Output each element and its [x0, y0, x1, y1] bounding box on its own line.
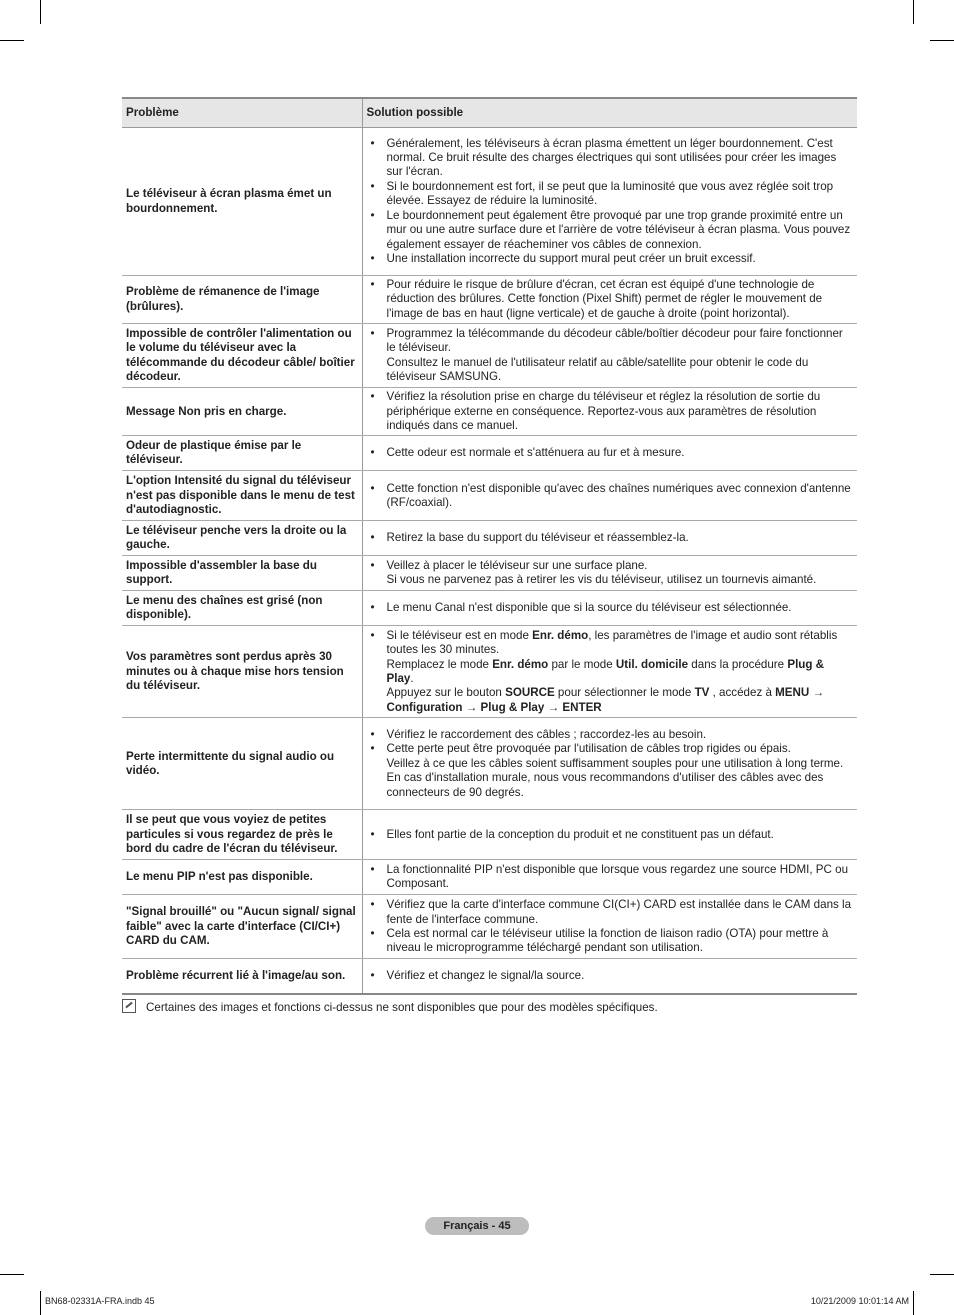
solution-text: • Veillez à placer le téléviseur sur une surface plane.	[386, 559, 648, 573]
table-row	[122, 860, 857, 895]
solution-item: • Vérifiez la résolution prise en charge du téléviseur et réglez la résolution de sortie du périphérique externe en conséquence. Reportez-vous aux paramètres de résolution indiqués dans ce manuel.	[371, 390, 854, 433]
solution-item: • Si le bourdonnement est fort, il se peut que la luminosité que vous avez réglée soit trop élevée. Essayez de réduire la luminosité.	[371, 180, 854, 209]
crop-mark	[0, 40, 24, 41]
solution-text: • Si le téléviseur est en mode Enr. démo, les paramètres de l'image et audio sont rétablis toutes les 30 minutes.	[386, 628, 838, 657]
table-row	[122, 276, 857, 324]
solution-item: • Pour réduire le risque de brûlure d'écran, cet écran est équipé d'une technologie de réduction des brûlures. Cette fonction (Pixel Shift) permet de régler le mouvement de l'image de bas en haut (ligne verticale) et de gauche à droite (point horizontal).	[371, 278, 854, 321]
problem-cell: Odeur de plastique émise par le téléviseur.	[122, 436, 362, 471]
solution-cell	[362, 436, 857, 471]
table-row	[122, 810, 857, 860]
table-row	[122, 436, 857, 471]
problem-cell: Il se peut que vous voyiez de petites particules si vous regardez de près le bord du cadre de l'écran du téléviseur.	[122, 810, 362, 860]
solution-cell	[362, 626, 857, 718]
table-row	[122, 895, 857, 959]
table-row	[122, 128, 857, 276]
header-problem: Problème	[122, 98, 362, 128]
solution-item	[371, 327, 854, 385]
solution-item: • Cette fonction n'est disponible qu'avec des chaînes numériques avec connexion d'antenne (RF/coaxial).	[371, 482, 854, 511]
solution-text: Consultez le manuel de l'utilisateur relatif au câble/satellite pour obtenir le code du téléviseur SAMSUNG.	[386, 355, 809, 384]
solution-item: • Cette odeur est normale et s'atténuera au fur et à mesure.	[371, 446, 854, 460]
crop-mark	[0, 1274, 24, 1275]
problem-cell: Le menu PIP n'est pas disponible.	[122, 860, 362, 895]
solution-item: • Une installation incorrecte du support mural peut créer un bruit excessif.	[371, 252, 854, 266]
footnote-text: Certaines des images et fonctions ci-dessus ne sont disponibles que pour des modèles spécifiques.	[146, 1001, 658, 1014]
problem-cell: Impossible de contrôler l'alimentation ou le volume du téléviseur avec la télécommande du décodeur câble/ boîtier décodeur.	[122, 324, 362, 388]
problem-cell: Le téléviseur à écran plasma émet un bourdonnement.	[122, 128, 362, 276]
solution-item: • Le menu Canal n'est disponible que si la source du téléviseur est sélectionnée.	[371, 601, 854, 615]
solution-item: • Vérifiez et changez le signal/la source.	[371, 969, 854, 983]
solution-item: • Généralement, les téléviseurs à écran plasma émettent un léger bourdonnement. C'est normal. Ce bruit résulte des charges électriques qui sont utilisées pour créer les images sur l'écran.	[371, 137, 854, 180]
solution-cell	[362, 471, 857, 521]
crop-mark	[930, 1274, 954, 1275]
note-icon	[122, 999, 136, 1013]
problem-cell: Le menu des chaînes est grisé (non disponible).	[122, 591, 362, 626]
solution-text: Remplacez le mode Enr. démo par le mode Util. domicile dans la procédure Plug & Play.	[386, 657, 825, 685]
solution-item: • La fonctionnalité PIP n'est disponible que lorsque vous regardez une source HDMI, PC ou Composant.	[371, 863, 854, 892]
solution-item: • Retirez la base du support du téléviseur et réassemblez-la.	[371, 531, 854, 545]
solution-text: Veillez à ce que les câbles soient suffisamment souples pour une utilisation à long terme.	[386, 756, 844, 770]
solution-cell	[362, 388, 857, 436]
crop-mark	[930, 40, 954, 41]
table-row	[122, 556, 857, 591]
solution-text: • Cette perte peut être provoquée par l'utilisation de câbles trop rigides ou épais.	[386, 742, 791, 756]
solution-cell	[362, 895, 857, 959]
crop-mark	[40, 1291, 41, 1315]
problem-cell: Problème récurrent lié à l'image/au son.	[122, 959, 362, 994]
footer-file-name: BN68-02331A-FRA.indb 45	[45, 1296, 155, 1306]
solution-cell	[362, 556, 857, 591]
table-row	[122, 521, 857, 556]
problem-cell: Vos paramètres sont perdus après 30 minutes ou à chaque mise hors tension du téléviseur.	[122, 626, 362, 718]
troubleshooting-table	[122, 97, 857, 995]
solution-text: • Programmez la télécommande du décodeur câble/boîtier décodeur pour faire fonctionner le téléviseur.	[386, 326, 843, 355]
table-row	[122, 471, 857, 521]
problem-cell: Le téléviseur penche vers la droite ou la gauche.	[122, 521, 362, 556]
solution-cell	[362, 128, 857, 276]
table-row	[122, 718, 857, 810]
solution-item	[371, 742, 854, 800]
solution-text: Appuyez sur le bouton SOURCE pour sélectionner le mode TV , accédez à MENU → Configuration → Plug & Play → ENTER	[386, 686, 825, 714]
table-row	[122, 959, 857, 994]
solution-cell	[362, 324, 857, 388]
page-number-badge: Français - 45	[425, 1217, 529, 1235]
table-row	[122, 388, 857, 436]
crop-mark	[40, 0, 41, 24]
crop-mark	[913, 1291, 914, 1315]
solution-item: • Cela est normal car le téléviseur utilise la fonction de liaison radio (OTA) pour mettre à niveau le microprogramme téléchargé pendant son utilisation.	[371, 927, 854, 956]
footer-timestamp: 10/21/2009 10:01:14 AM	[810, 1296, 909, 1306]
table-row	[122, 626, 857, 718]
solution-item	[371, 559, 854, 588]
problem-cell: Impossible d'assembler la base du support.	[122, 556, 362, 591]
solution-cell	[362, 276, 857, 324]
solution-cell	[362, 860, 857, 895]
footnote	[122, 999, 658, 1014]
problem-cell: Problème de rémanence de l'image (brûlures).	[122, 276, 362, 324]
solution-cell	[362, 959, 857, 994]
problem-cell: L'option Intensité du signal du téléviseur n'est pas disponible dans le menu de test d'autodiagnostic.	[122, 471, 362, 521]
solution-text: Si vous ne parvenez pas à retirer les vis du téléviseur, utilisez un tournevis aimanté.	[386, 573, 817, 587]
crop-mark	[913, 0, 914, 24]
solution-item	[371, 629, 854, 715]
solution-item: • Le bourdonnement peut également être provoqué par une trop grande proximité entre un mur ou une autre surface dure et l'arrière de votre téléviseur à écran plasma. Vous pouvez également essayer de réacheminer vos câbles de connexion.	[371, 209, 854, 252]
solution-cell	[362, 521, 857, 556]
solution-cell	[362, 591, 857, 626]
solution-cell	[362, 718, 857, 810]
solution-item: • Elles font partie de la conception du produit et ne constituent pas un défaut.	[371, 828, 854, 842]
table-row	[122, 591, 857, 626]
solution-text: En cas d'installation murale, nous vous recommandons d'utiliser des câbles avec des connecteurs de 90 degrés.	[386, 771, 824, 799]
problem-cell: "Signal brouillé" ou "Aucun signal/ signal faible" avec la carte d'interface (CI/CI+) CARD du CAM.	[122, 895, 362, 959]
table-header	[122, 98, 857, 128]
solution-item: • Vérifiez le raccordement des câbles ; raccordez-les au besoin.	[371, 728, 854, 742]
problem-cell: Message Non pris en charge.	[122, 388, 362, 436]
solution-item: • Vérifiez que la carte d'interface commune CI(CI+) CARD est installée dans le CAM dans la fente de l'interface commune.	[371, 898, 854, 927]
solution-cell	[362, 810, 857, 860]
header-solution: Solution possible	[362, 98, 857, 128]
table-row	[122, 324, 857, 388]
problem-cell: Perte intermittente du signal audio ou vidéo.	[122, 718, 362, 810]
